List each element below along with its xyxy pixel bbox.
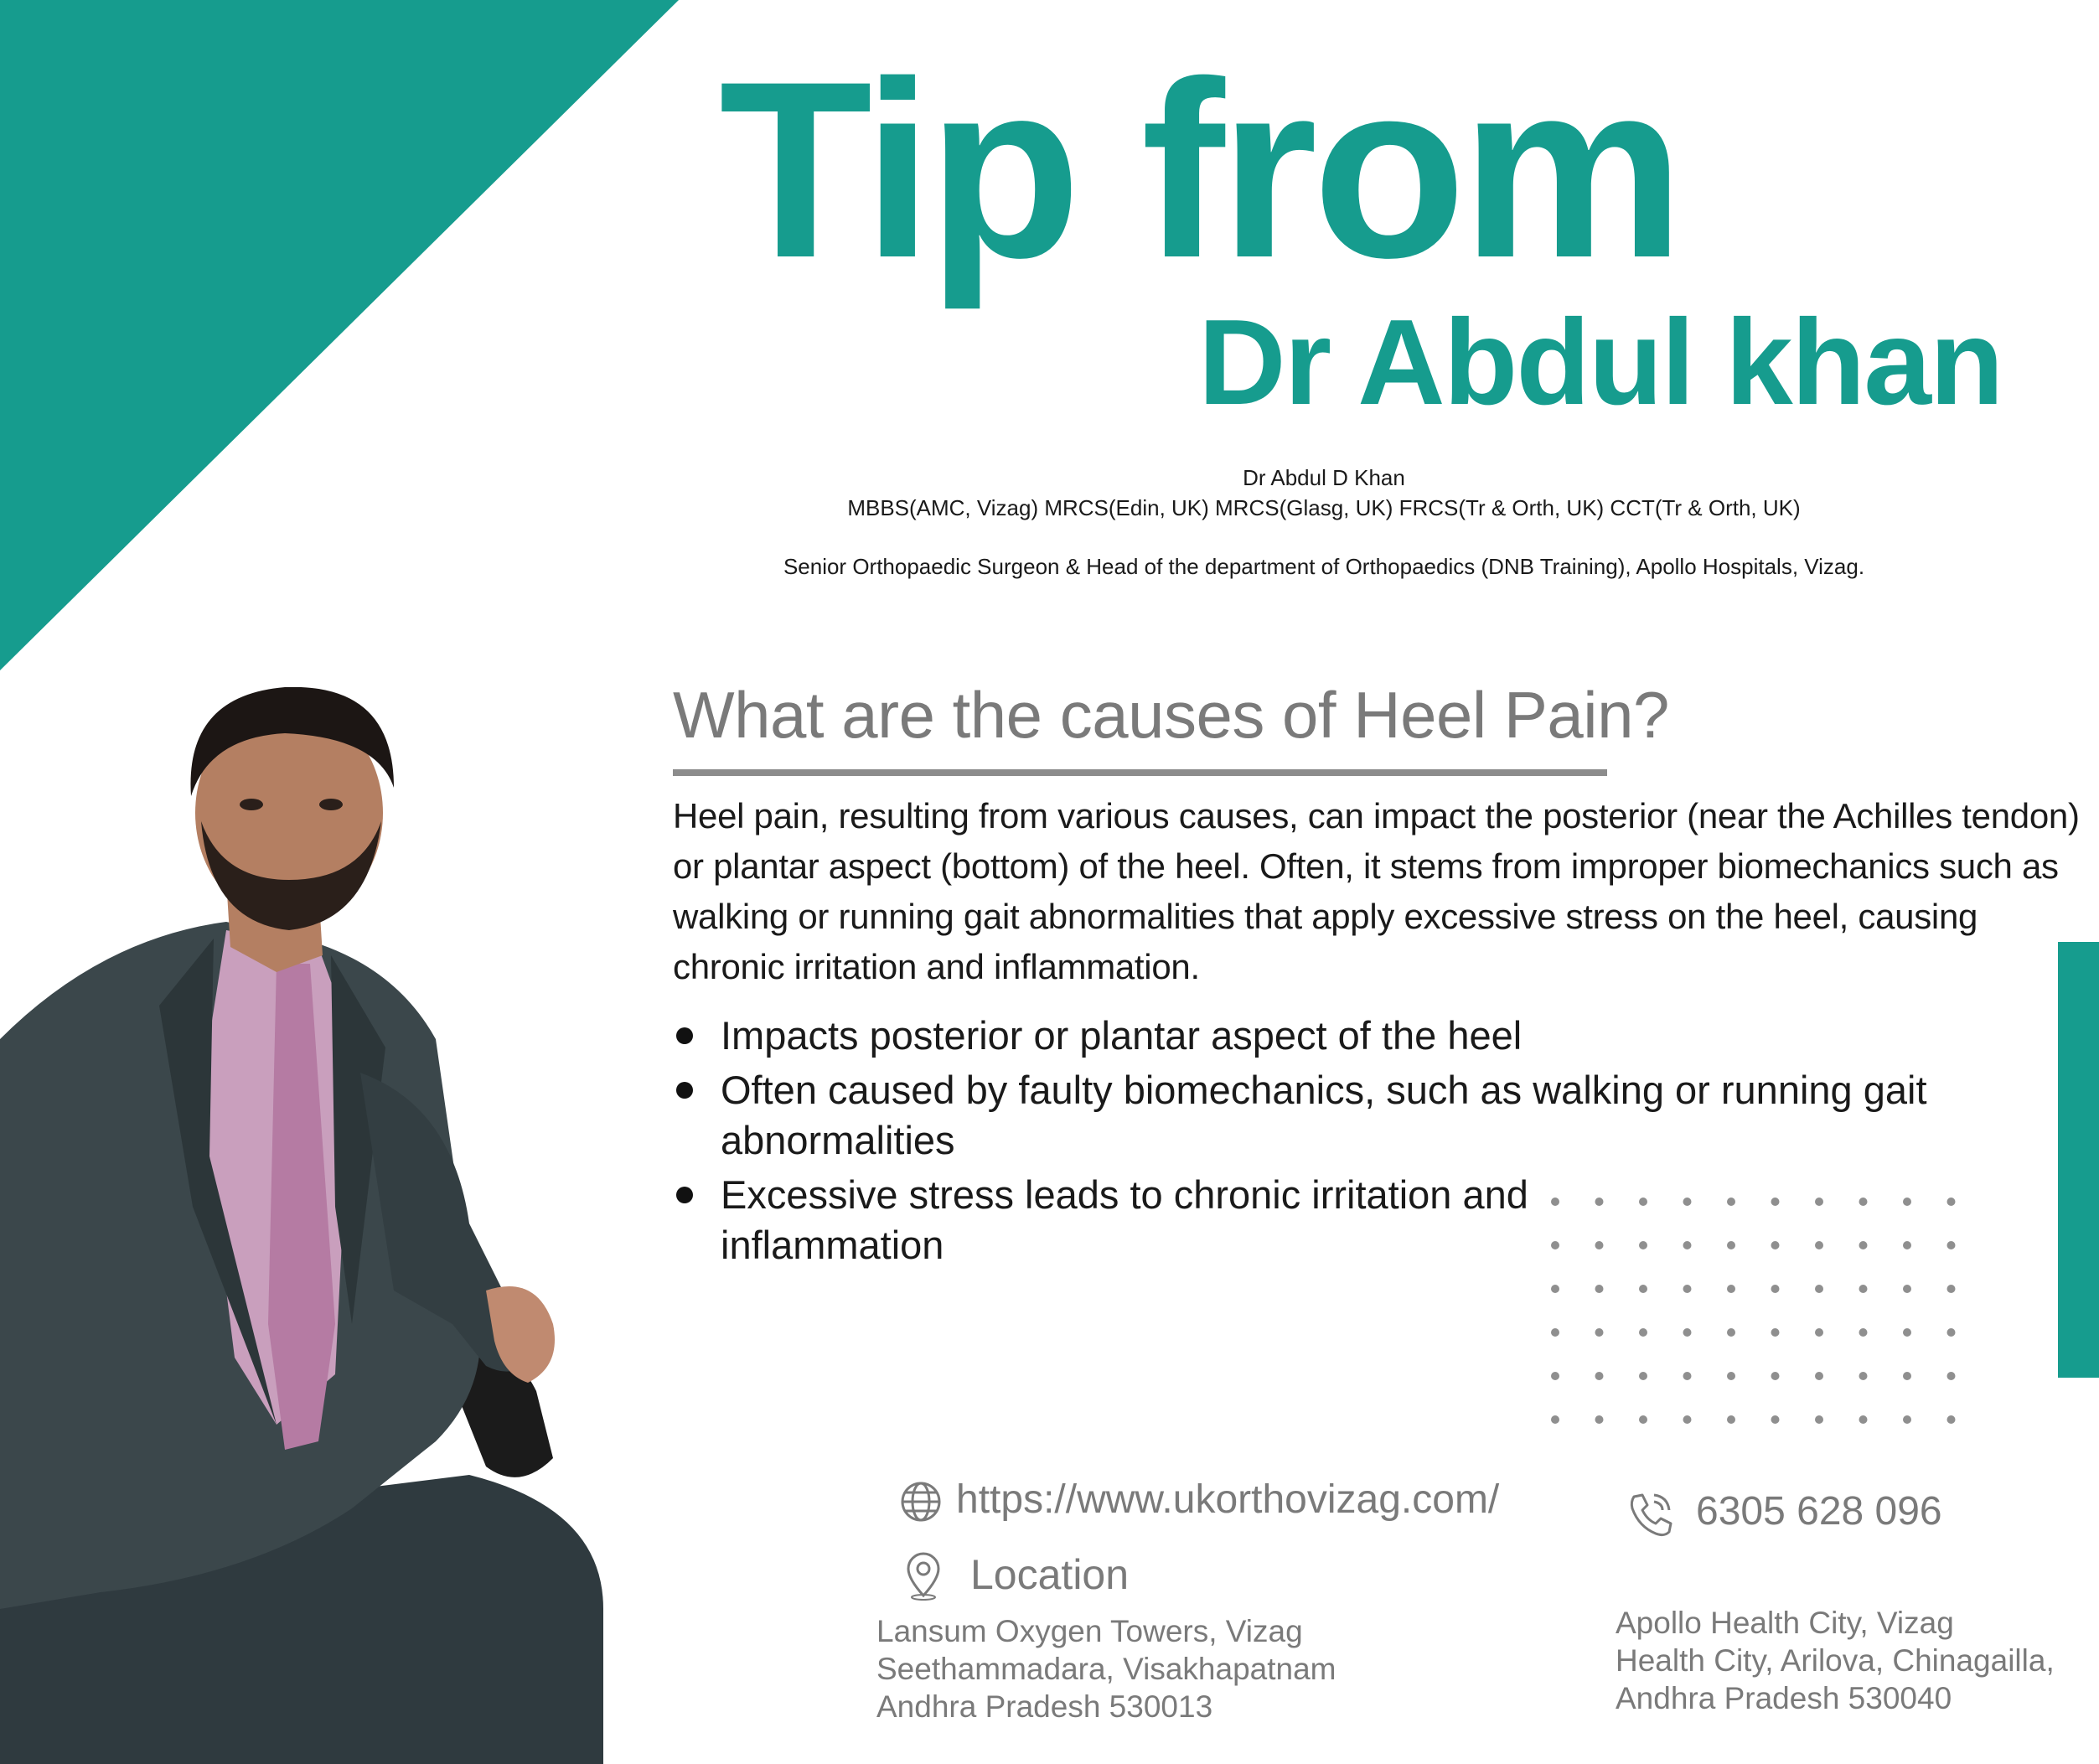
bullet-text: Excessive stress leads to chronic irritation and inflammation — [721, 1172, 1528, 1267]
bullet-icon — [676, 1027, 693, 1044]
decor-dot — [1859, 1285, 1868, 1293]
decor-dot — [1815, 1241, 1823, 1249]
section-heading: What are the causes of Heel Pain? — [673, 678, 1669, 752]
decor-dot — [1551, 1285, 1559, 1293]
decor-dot — [1727, 1372, 1735, 1380]
corner-triangle — [0, 0, 679, 670]
decor-dot — [1551, 1241, 1559, 1249]
decor-dot — [1727, 1198, 1735, 1206]
phone-icon — [1626, 1490, 1674, 1539]
decor-dot — [1551, 1415, 1559, 1424]
decor-dot — [1947, 1241, 1956, 1249]
location-heading — [905, 1550, 1129, 1599]
decor-dot — [1595, 1328, 1604, 1337]
decor-dot — [1903, 1198, 1911, 1206]
bullet-text: Impacts posterior or plantar aspect of the heel — [721, 1013, 1523, 1058]
decor-dot — [1947, 1372, 1956, 1380]
bullet-text: Often caused by faulty biomechanics, such as walking or running gait abnormalities — [721, 1068, 1927, 1162]
address-secondary — [1616, 1604, 2055, 1717]
phone-text[interactable]: 6305 628 096 — [1696, 1489, 1942, 1534]
decor-dot — [1815, 1415, 1823, 1424]
side-accent-bar — [2058, 942, 2099, 1378]
decor-dot — [1683, 1328, 1692, 1337]
decor-dot — [1771, 1241, 1780, 1249]
address-line: Andhra Pradesh 530040 — [1616, 1681, 1952, 1715]
decor-dot — [1815, 1198, 1823, 1206]
map-pin-icon — [905, 1552, 942, 1601]
decor-dot — [1903, 1415, 1911, 1424]
decor-dot — [1771, 1372, 1780, 1380]
decor-dot — [1639, 1285, 1647, 1293]
decor-dot — [1771, 1328, 1780, 1337]
decor-dot — [1903, 1285, 1911, 1293]
decor-dot — [1771, 1285, 1780, 1293]
decor-dot — [1595, 1372, 1604, 1380]
bullet-icon — [676, 1187, 693, 1203]
decor-dot — [1903, 1328, 1911, 1337]
website-link[interactable] — [899, 1477, 1499, 1523]
website-text[interactable]: https://www.ukorthovizag.com/ — [956, 1477, 1500, 1522]
decor-dot — [1947, 1415, 1956, 1424]
decor-dot — [1727, 1328, 1735, 1337]
decor-dot — [1771, 1415, 1780, 1424]
doctor-degrees: MBBS(AMC, Vizag) MRCS(Edin, UK) MRCS(Glasg, UK) FRCS(Tr & Orth, UK) CCT(Tr & Orth, UK) — [847, 495, 1801, 520]
decor-dot — [1639, 1328, 1647, 1337]
decor-dot — [1683, 1285, 1692, 1293]
decor-dot — [1683, 1372, 1692, 1380]
doctor-role: Senior Orthopaedic Surgeon & Head of the department of Orthopaedics (DNB Training), Apollo Hospitals, Vizag. — [783, 554, 1865, 579]
decor-dot — [1551, 1372, 1559, 1380]
decor-dot — [1551, 1328, 1559, 1337]
location-label: Location — [970, 1551, 1130, 1598]
decor-dot — [1639, 1415, 1647, 1424]
decor-dot — [1639, 1241, 1647, 1249]
list-item — [673, 1170, 1662, 1270]
decor-dot — [1815, 1372, 1823, 1380]
page-title: Tip from — [719, 28, 1680, 310]
doctor-name: Dr Abdul D Khan — [1243, 465, 1405, 490]
decor-dot — [1903, 1241, 1911, 1249]
decor-dot — [1683, 1415, 1692, 1424]
address-primary — [876, 1612, 1336, 1725]
decor-dot — [1727, 1285, 1735, 1293]
decor-dot — [1859, 1198, 1868, 1206]
decor-dot — [1815, 1328, 1823, 1337]
decor-dot — [1903, 1372, 1911, 1380]
decor-dot — [1595, 1241, 1604, 1249]
list-item — [673, 1065, 2055, 1166]
decor-dot — [1859, 1415, 1868, 1424]
decor-dot — [1859, 1328, 1868, 1337]
page-subtitle: Dr Abdul khan — [1198, 294, 2003, 430]
doctor-credentials — [587, 463, 2061, 582]
address-line: Lansum Oxygen Towers, Vizag — [876, 1614, 1303, 1648]
decor-dot — [1859, 1241, 1868, 1249]
decor-dot — [1639, 1372, 1647, 1380]
address-line: Apollo Health City, Vizag — [1616, 1606, 1954, 1640]
decor-dot — [1947, 1285, 1956, 1293]
decor-dot — [1595, 1285, 1604, 1293]
address-line: Health City, Arilova, Chinagailla, — [1616, 1643, 2055, 1678]
decor-dot — [1727, 1241, 1735, 1249]
address-line: Seethammadara, Visakhapatnam — [876, 1652, 1336, 1686]
decor-dot — [1947, 1198, 1956, 1206]
decor-dot — [1859, 1372, 1868, 1380]
decor-dot — [1551, 1198, 1559, 1206]
decor-dot — [1595, 1198, 1604, 1206]
decor-dot — [1595, 1415, 1604, 1424]
globe-icon — [899, 1480, 943, 1523]
decor-dot — [1771, 1198, 1780, 1206]
decor-dot — [1727, 1415, 1735, 1424]
doctor-photo — [0, 687, 603, 1764]
bullet-icon — [676, 1082, 693, 1099]
decor-dot — [1815, 1285, 1823, 1293]
decor-dot — [1683, 1198, 1692, 1206]
list-item — [673, 1011, 2055, 1061]
decor-dot — [1683, 1241, 1692, 1249]
intro-paragraph: Heel pain, resulting from various causes, can impact the posterior (near the Achilles tendon) or plantar aspect (bottom) of the heel. Often, it stems from improper biomechanics such as walking or running gait abnormalities that apply excessive stress on the heel, causing chronic irritation and inflammation. — [673, 796, 2080, 986]
decor-dot — [1947, 1328, 1956, 1337]
decor-dot — [1639, 1198, 1647, 1206]
phone-number[interactable] — [1626, 1488, 1942, 1534]
heading-underline — [673, 769, 1607, 776]
decorative-dot-grid — [1547, 1193, 1966, 1428]
address-line: Andhra Pradesh 530013 — [876, 1689, 1213, 1724]
